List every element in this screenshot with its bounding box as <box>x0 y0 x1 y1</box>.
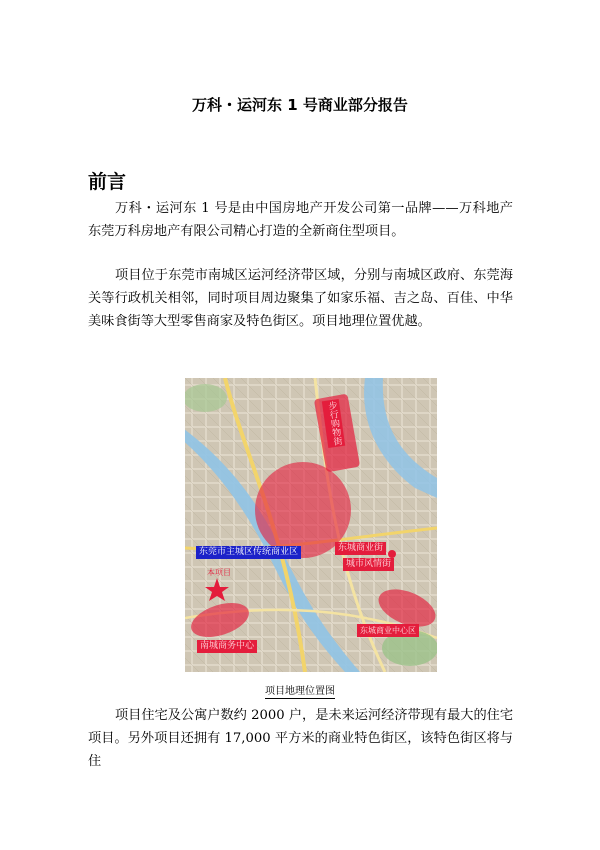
paragraph-intro: 万科・运河东 1 号是由中国房地产开发公司第一品牌——万科地产东莞万科房地产有限公司精心打造的全新商住型项目。 <box>88 201 513 239</box>
map-label-center-left: 东城商业街 <box>335 542 386 555</box>
project-location-map <box>185 378 437 672</box>
section-heading: 前言 <box>88 171 127 193</box>
paragraph-project-scale: 项目住宅及公寓户数约 2000 户，是未来运河经济带现有最大的住宅项目。另外项目还拥有 17,000 平方米的商业特色街区，该特色街区将与住 <box>88 708 514 769</box>
highlight-point <box>388 550 396 558</box>
park-area <box>185 384 227 412</box>
figure-caption <box>0 682 600 697</box>
map-label-lower-right: 东城商业中心区 <box>357 624 419 637</box>
map-label-upper-street: 步行购物街 <box>322 399 345 448</box>
map-label-lower-left: 南城商务中心 <box>197 640 257 653</box>
map-label-project: 本项目 <box>207 568 231 577</box>
document-title: 万科・运河东 1 号商业部分报告 <box>192 96 408 114</box>
map-label-commercial-district: 东莞市主城区传统商业区 <box>196 546 301 559</box>
paragraph-location: 项目位于东莞市南城区运河经济带区域，分别与南城区政府、东莞海关等行政机关相邻，同时项目周边聚集了如家乐福、吉之岛、百佳、中华美味食街等大型零售商家及特色街区。项目地理位置优越。 <box>88 268 513 329</box>
figure-caption-text: 项目地理位置图 <box>265 686 335 697</box>
map-label-center-right: 城市风情街 <box>343 558 394 571</box>
